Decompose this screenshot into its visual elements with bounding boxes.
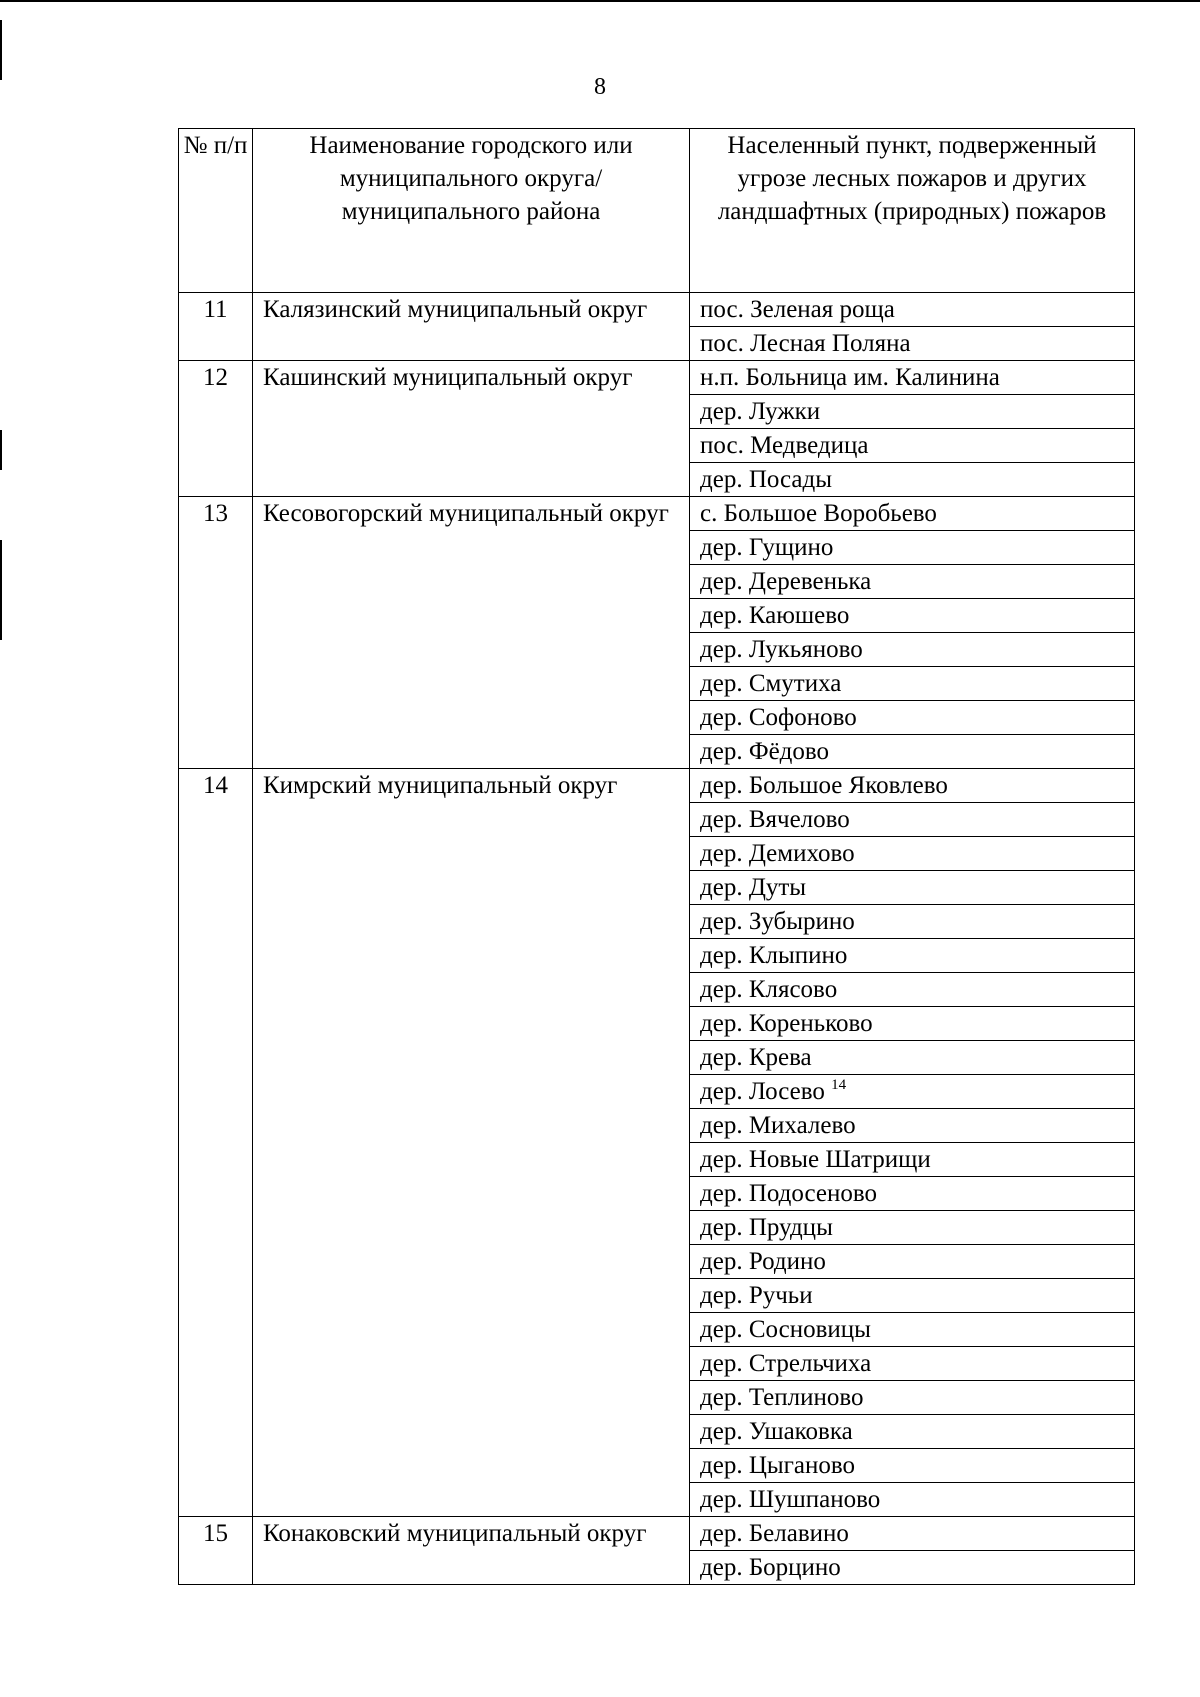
district-name: Кашинский муниципальный округ <box>253 361 690 497</box>
settlement-name: дер. Родино <box>690 1245 1135 1279</box>
settlement-name: дер. Ручьи <box>690 1279 1135 1313</box>
scan-left-mark <box>0 430 2 470</box>
header-settlement: Населенный пункт, подверженный угрозе лесных пожаров и других ландшафтных (природных) пожаров <box>690 129 1135 293</box>
table-row <box>179 769 1135 803</box>
settlement-name: дер. Лукьяново <box>690 633 1135 667</box>
table-header-row <box>179 129 1135 293</box>
footnote-mark: 14 <box>831 1077 847 1093</box>
settlement-name: пос. Медведица <box>690 429 1135 463</box>
settlement-name: дер. Шушпаново <box>690 1483 1135 1517</box>
district-name: Калязинский муниципальный округ <box>253 293 690 361</box>
settlement-name: дер. Новые Шатрищи <box>690 1143 1135 1177</box>
settlement-name: дер. Вячелово <box>690 803 1135 837</box>
scan-left-mark <box>0 20 2 80</box>
settlements-table <box>178 128 1135 1585</box>
row-number: 14 <box>179 769 253 1517</box>
settlement-name: дер. Крева <box>690 1041 1135 1075</box>
table-row <box>179 497 1135 531</box>
settlement-name: с. Большое Воробьево <box>690 497 1135 531</box>
settlement-name: дер. Софоново <box>690 701 1135 735</box>
settlement-name: дер. Смутиха <box>690 667 1135 701</box>
district-name: Конаковский муниципальный округ <box>253 1517 690 1585</box>
settlement-name: дер. Теплиново <box>690 1381 1135 1415</box>
table-row <box>179 293 1135 327</box>
settlement-name: пос. Лесная Поляна <box>690 327 1135 361</box>
settlement-name: дер. Дуты <box>690 871 1135 905</box>
settlement-name: дер. Посады <box>690 463 1135 497</box>
settlement-name: дер. Клыпино <box>690 939 1135 973</box>
settlement-name: дер. Подосеново <box>690 1177 1135 1211</box>
settlement-name: дер. Зубырино <box>690 905 1135 939</box>
settlement-name: дер. Кореньково <box>690 1007 1135 1041</box>
header-number: № п/п <box>179 129 253 293</box>
settlement-name: дер. Белавино <box>690 1517 1135 1551</box>
settlement-name: дер. Каюшево <box>690 599 1135 633</box>
settlement-name: н.п. Больница им. Калинина <box>690 361 1135 395</box>
settlement-name: дер. Лужки <box>690 395 1135 429</box>
settlement-name: дер. Стрельчиха <box>690 1347 1135 1381</box>
row-number: 15 <box>179 1517 253 1585</box>
settlement-name: пос. Зеленая роща <box>690 293 1135 327</box>
district-name: Кимрский муниципальный округ <box>253 769 690 1517</box>
settlement-name: дер. Большое Яковлево <box>690 769 1135 803</box>
settlement-name: дер. Лосево $^{14}$ <box>690 1075 1135 1109</box>
settlement-name: дер. Борцино <box>690 1551 1135 1585</box>
settlement-name: дер. Сосновицы <box>690 1313 1135 1347</box>
table-row <box>179 361 1135 395</box>
row-number: 13 <box>179 497 253 769</box>
scan-top-edge <box>0 0 1200 2</box>
settlement-name: дер. Деревенька <box>690 565 1135 599</box>
settlement-name: дер. Михалево <box>690 1109 1135 1143</box>
settlement-name: дер. Демихово <box>690 837 1135 871</box>
district-name: Кесовогорский муниципальный округ <box>253 497 690 769</box>
row-number: 12 <box>179 361 253 497</box>
page-number: 8 <box>594 74 606 100</box>
settlement-name: дер. Клясово <box>690 973 1135 1007</box>
header-district: Наименование городского или муниципального округа/муниципального района <box>253 129 690 293</box>
row-number: 11 <box>179 293 253 361</box>
settlement-name: дер. Гущино <box>690 531 1135 565</box>
scan-left-mark <box>0 540 2 640</box>
settlement-name: дер. Цыганово <box>690 1449 1135 1483</box>
settlement-name: дер. Фёдово <box>690 735 1135 769</box>
table-row <box>179 1517 1135 1551</box>
settlement-name: дер. Ушаковка <box>690 1415 1135 1449</box>
settlement-name: дер. Прудцы <box>690 1211 1135 1245</box>
